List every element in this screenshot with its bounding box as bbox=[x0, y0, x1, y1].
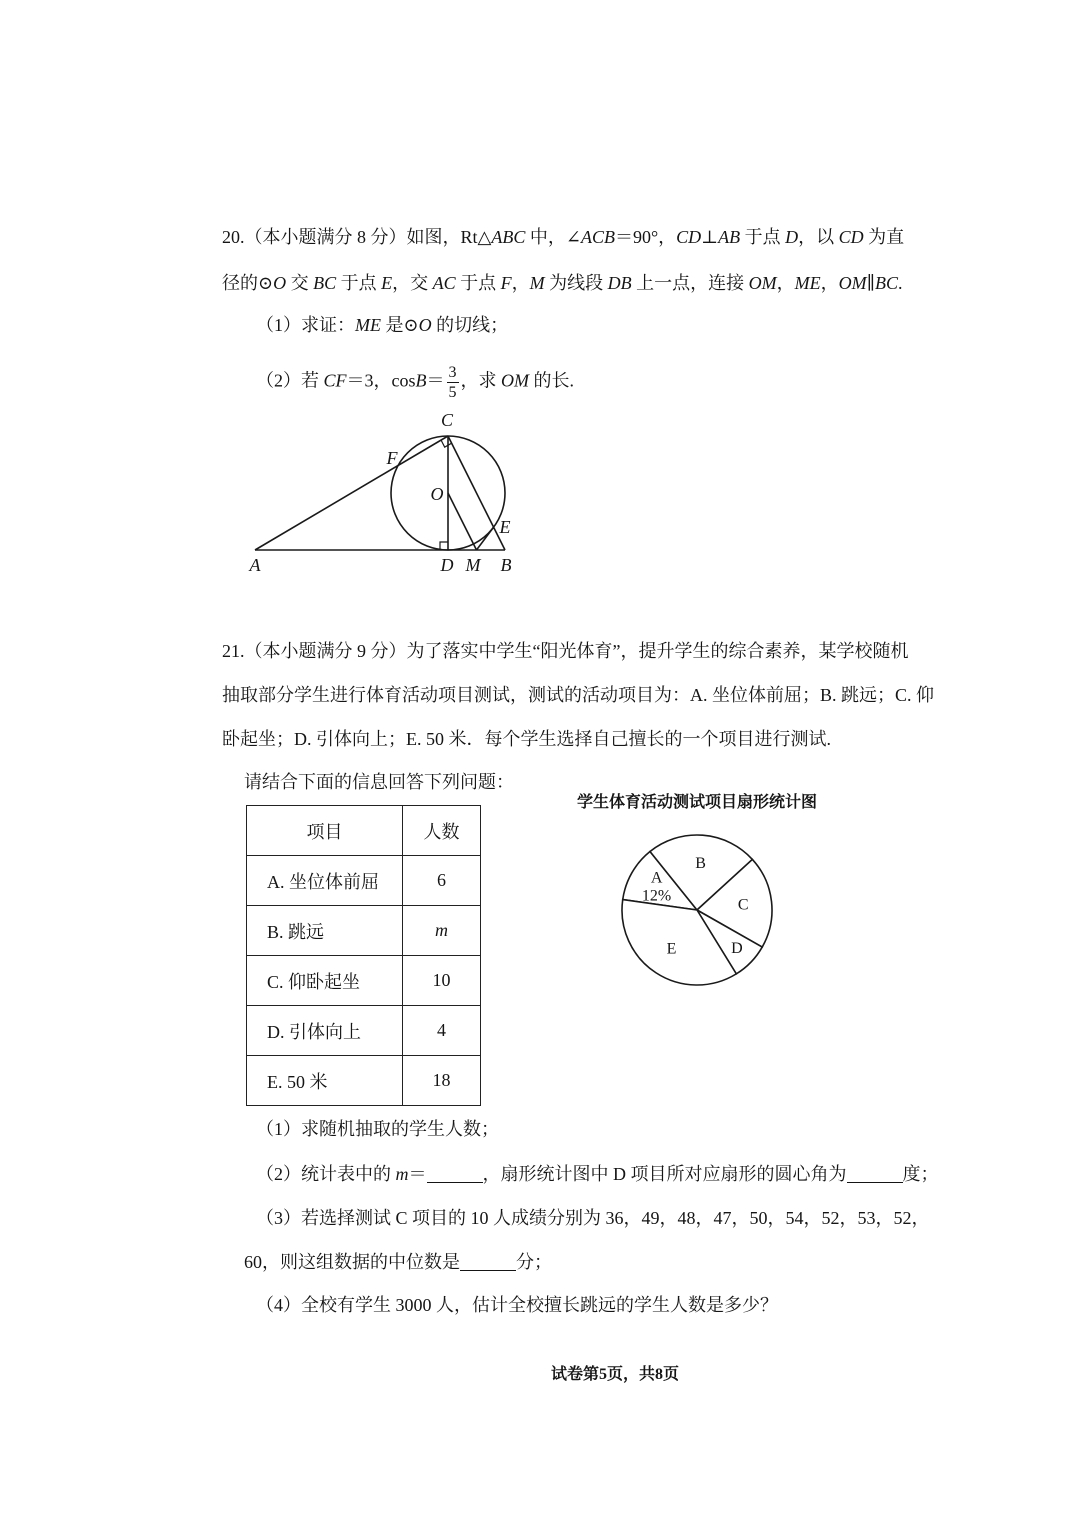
text-run: （1）求证： bbox=[256, 315, 355, 335]
math-variable: ME bbox=[355, 315, 381, 335]
text-run: 是⊙ bbox=[381, 315, 419, 335]
q20-part-2 bbox=[256, 363, 575, 401]
text-run: 抽取部分学生进行体育活动项目测试，测试的活动项目为：A. 坐位体前屈；B. 跳远；C. 仰 bbox=[222, 685, 935, 705]
text-run: 交 bbox=[286, 273, 314, 293]
fraction bbox=[447, 363, 459, 402]
math-variable: BC bbox=[874, 273, 898, 293]
math-variable: ABC bbox=[491, 227, 526, 247]
text-run: ， bbox=[776, 273, 795, 293]
table-header-row bbox=[247, 806, 481, 856]
answer-blank bbox=[847, 1164, 903, 1183]
q21-part-3-continued bbox=[244, 1250, 552, 1274]
text-run: 60，则这组数据的中位数是 bbox=[244, 1252, 460, 1272]
text-run: ＝90°， bbox=[614, 227, 677, 247]
page-footer: 试卷第5页，共8页 bbox=[550, 1366, 679, 1383]
table-row bbox=[247, 906, 481, 956]
math-variable: O bbox=[273, 273, 287, 293]
pie-label-c: C bbox=[737, 896, 749, 914]
answer-blank bbox=[427, 1164, 483, 1183]
math-variable: OM bbox=[838, 273, 867, 293]
text-run: 分； bbox=[516, 1252, 552, 1272]
math-variable: O bbox=[418, 315, 432, 335]
text-run: 卧起坐；D. 引体向上；E. 50 米．每个学生选择自己擅长的一个项目进行测试. bbox=[222, 729, 831, 749]
q21-line-3 bbox=[222, 727, 831, 751]
segment-om bbox=[448, 493, 477, 550]
math-variable: DB bbox=[607, 273, 632, 293]
q20-line-2 bbox=[222, 271, 902, 295]
table-header-item: 项目 bbox=[247, 806, 403, 856]
math-variable: E bbox=[381, 273, 393, 293]
label-c: C bbox=[440, 410, 454, 430]
text-run: . bbox=[897, 273, 903, 293]
geometry-figure bbox=[240, 405, 530, 585]
item-cell: D. 引体向上 bbox=[247, 1006, 403, 1056]
item-cell: C. 仰卧起坐 bbox=[247, 956, 403, 1006]
label-m: M bbox=[465, 555, 481, 575]
text-run: ，以 bbox=[798, 227, 839, 247]
text-run: （3）若选择测试 C 项目的 10 人成绩分别为 36，49，48，47，50，54，52，53，52， bbox=[256, 1208, 930, 1228]
text-run: 为直 bbox=[863, 227, 905, 247]
label-d: D bbox=[440, 555, 454, 575]
table-row bbox=[247, 956, 481, 1006]
math-variable: OM bbox=[501, 370, 530, 391]
q20-part-1 bbox=[256, 313, 508, 337]
survey-table bbox=[246, 805, 481, 1106]
text-run: 请结合下面的信息回答下列问题： bbox=[244, 772, 514, 792]
text-run: 20.（本小题满分 8 分）如图，Rt△ bbox=[222, 227, 492, 247]
segment-ac bbox=[255, 436, 448, 550]
q21-line-1 bbox=[222, 639, 908, 663]
item-cell: E. 50 米 bbox=[247, 1056, 403, 1106]
math-variable: ACB bbox=[580, 227, 615, 247]
text-run: ∥ bbox=[866, 273, 875, 293]
math-variable: D bbox=[785, 227, 799, 247]
text-run: （4）全校有学生 3000 人，估计全校擅长跳远的学生人数是多少？ bbox=[256, 1295, 778, 1315]
math-variable: AC bbox=[432, 273, 456, 293]
text-run: ，求 bbox=[460, 370, 502, 391]
pie-label-b: B bbox=[695, 855, 706, 873]
segment-cb bbox=[448, 436, 505, 550]
table-header-count: 人数 bbox=[403, 806, 481, 856]
math-variable: F bbox=[500, 273, 512, 293]
text-run: ＝ bbox=[426, 370, 445, 391]
table-row bbox=[247, 856, 481, 906]
q20-line-1 bbox=[222, 225, 904, 249]
math-variable: B bbox=[415, 370, 427, 391]
text-run: ＝ bbox=[408, 1164, 427, 1184]
math-variable: M bbox=[529, 273, 545, 293]
text-run: 为线段 bbox=[544, 273, 608, 293]
label-b: B bbox=[500, 555, 512, 575]
text-run: （2）若 bbox=[256, 370, 324, 391]
math-variable: BC bbox=[313, 273, 337, 293]
text-run: （1）求随机抽取的学生人数； bbox=[256, 1119, 499, 1139]
count-cell: 6 bbox=[403, 856, 481, 906]
pie-chart bbox=[612, 825, 782, 995]
text-run: ，交 bbox=[392, 273, 433, 293]
pie-label-d: D bbox=[731, 940, 743, 958]
text-run: ⊥ bbox=[701, 227, 719, 247]
text-run: ， bbox=[511, 273, 530, 293]
table-row bbox=[247, 1056, 481, 1106]
math-variable: OM bbox=[748, 273, 777, 293]
text-run: ，扇形统计图中 D 项目所对应扇形的圆心角为 bbox=[482, 1164, 847, 1184]
text-run: 于点 bbox=[336, 273, 382, 293]
count-cell: 10 bbox=[403, 956, 481, 1006]
math-variable: CD bbox=[676, 227, 702, 247]
text-run: ＝3，cos bbox=[346, 370, 416, 391]
text-run: 径的⊙ bbox=[222, 273, 274, 293]
fraction-numerator: 3 bbox=[448, 364, 457, 381]
count-cell: 4 bbox=[403, 1006, 481, 1056]
pie-percent-label: 12% bbox=[641, 887, 672, 905]
count-cell: 18 bbox=[403, 1056, 481, 1106]
pie-label-a: A bbox=[650, 869, 663, 887]
count-cell: m bbox=[403, 906, 481, 956]
text-run: 21.（本小题满分 9 分）为了落实中学生“阳光体育”，提升学生的综合素养，某学校随机 bbox=[222, 641, 909, 661]
math-variable: CF bbox=[323, 370, 347, 391]
text-run: 的切线； bbox=[431, 315, 509, 335]
math-variable: m bbox=[395, 1164, 409, 1184]
text-run: 于点 bbox=[455, 273, 501, 293]
label-f: F bbox=[386, 448, 398, 468]
q21-instruction bbox=[244, 770, 514, 794]
item-cell: B. 跳远 bbox=[247, 906, 403, 956]
text-run: 的长. bbox=[529, 370, 575, 391]
text-run: 于点 bbox=[740, 227, 786, 247]
q21-part-1 bbox=[256, 1117, 499, 1141]
segment-me bbox=[477, 527, 494, 550]
q21-part-3 bbox=[256, 1206, 930, 1230]
answer-blank bbox=[460, 1252, 516, 1271]
math-variable: ME bbox=[794, 273, 821, 293]
label-o: O bbox=[430, 484, 444, 504]
math-variable: CD bbox=[838, 227, 864, 247]
text-run: 度； bbox=[902, 1164, 939, 1184]
text-run: ， bbox=[820, 273, 839, 293]
q21-line-2 bbox=[222, 683, 934, 707]
label-e: E bbox=[499, 517, 511, 537]
q21-part-2 bbox=[256, 1162, 939, 1186]
item-cell: A. 坐位体前屈 bbox=[247, 856, 403, 906]
table-row bbox=[247, 1006, 481, 1056]
text-run: 上一点，连接 bbox=[631, 273, 749, 293]
pie-chart-title: 学生体育活动测试项目扇形统计图 bbox=[576, 794, 817, 811]
fraction-denominator: 5 bbox=[448, 384, 457, 401]
pie-label-e: E bbox=[666, 940, 677, 958]
label-a: A bbox=[249, 555, 261, 575]
text-run: 中，∠ bbox=[525, 227, 581, 247]
text-run: （2）统计表中的 bbox=[256, 1164, 396, 1184]
math-variable: AB bbox=[718, 227, 741, 247]
q21-part-4 bbox=[256, 1293, 778, 1317]
